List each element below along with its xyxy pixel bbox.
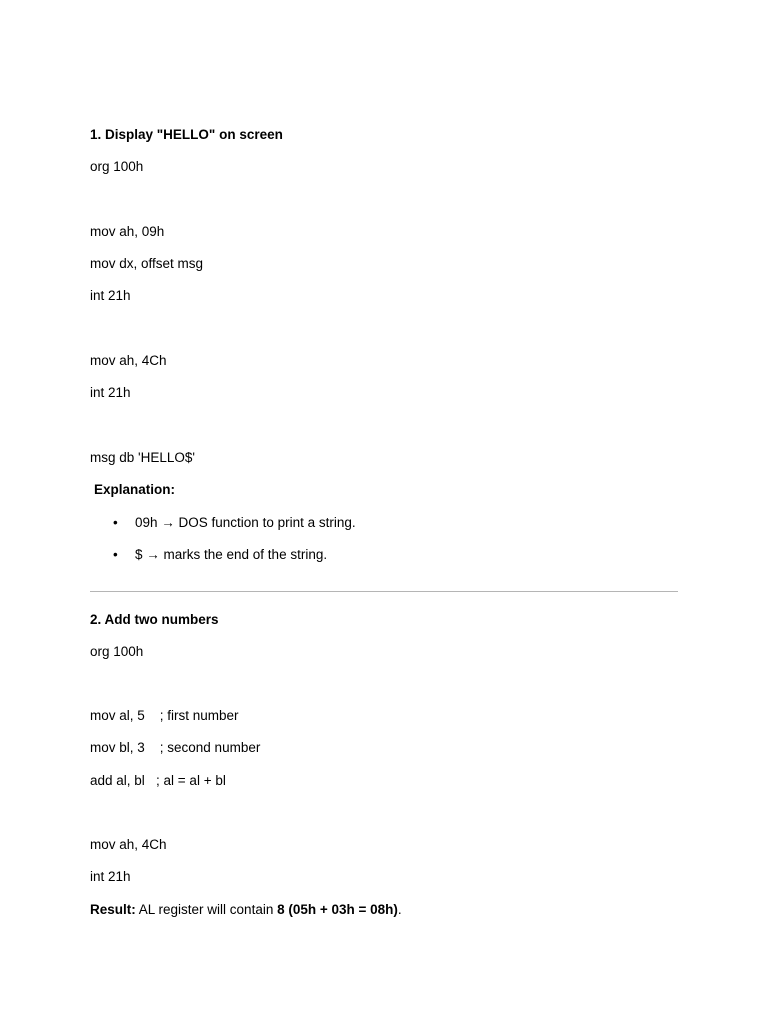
list-item: $ → marks the end of the string. [135,547,328,562]
code-line: add al, bl ; al = al + bl [90,773,226,788]
code-line: mov bl, 3 ; second number [90,740,261,755]
code-line: mov ah, 4Ch [90,837,167,852]
list-item: 09h → DOS function to print a string. [135,515,356,530]
code-line: org 100h [90,159,144,174]
result-line [90,901,402,919]
result-label: Result: [90,902,136,917]
code-line: int 21h [90,385,131,400]
code-line: mov ah, 4Ch [90,353,167,368]
code-line: int 21h [90,869,131,884]
code-line: mov al, 5 ; first number [90,708,239,723]
code-line: org 100h [90,644,144,659]
bullet-icon: • [113,547,118,562]
code-line: int 21h [90,288,131,303]
result-end: . [397,902,402,917]
section2-heading: 2. Add two numbers [90,612,219,627]
horizontal-divider [90,591,678,592]
section1-heading: 1. Display "HELLO" on screen [90,127,283,142]
code-line: mov dx, offset msg [90,256,204,271]
result-value: 8 (05h + 03h = 08h) [277,902,398,917]
code-line: mov ah, 09h [90,224,165,239]
explanation-label: Explanation: [94,482,176,497]
code-line: msg db 'HELLO$' [90,450,195,465]
result-text: AL register will contain [135,902,278,917]
bullet-icon: • [113,515,118,530]
